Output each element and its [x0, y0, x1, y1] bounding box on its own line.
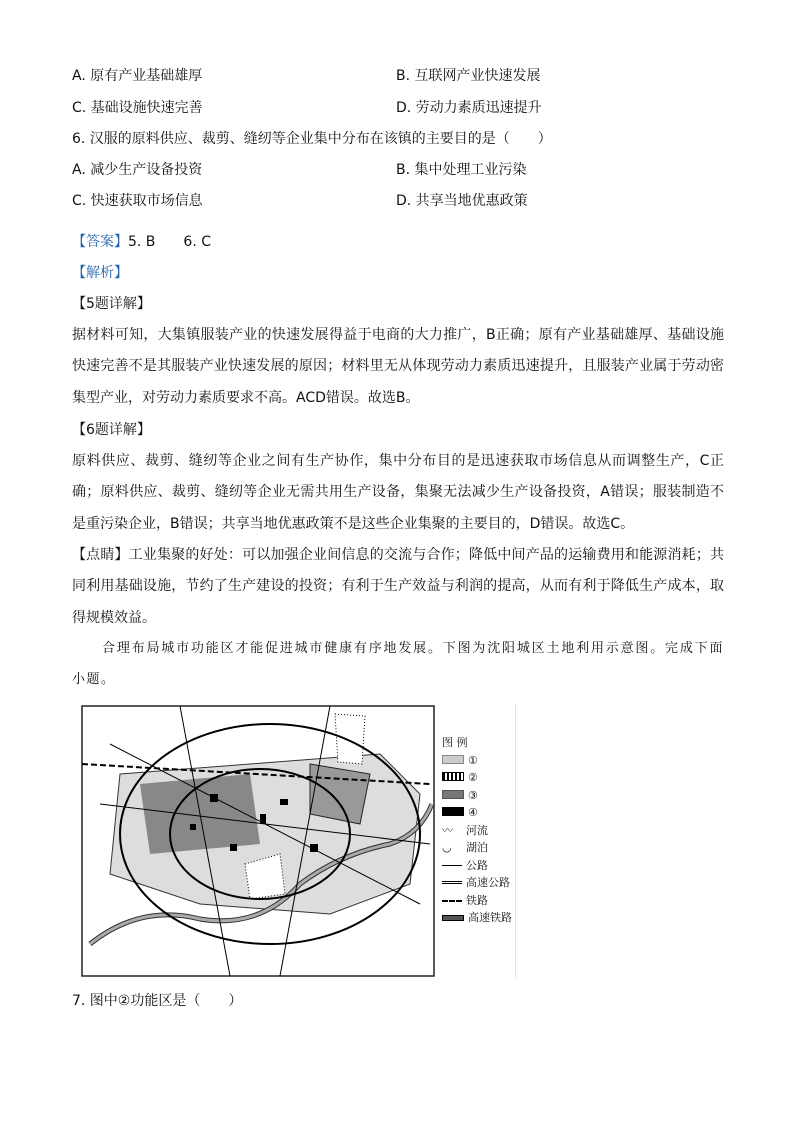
legend-river: 〰 河流 [442, 823, 488, 837]
analysis-label: 【解析】 [72, 265, 128, 281]
map-legend [442, 734, 512, 927]
zone-2-area-2 [335, 714, 365, 764]
answer-value: 5. B 6. C [128, 234, 211, 250]
intro-text: 合理布局城市功能区才能促进城市健康有序地发展。下图为沈阳城区土地利用示意图。完成下面小题。 [72, 641, 724, 688]
legend-item-1: ① [442, 752, 512, 770]
legend-title: 图 例 [442, 736, 468, 749]
legend-road: 公路 [442, 857, 512, 875]
legend-highspeed-rail: 高速铁路 [442, 909, 512, 927]
legend-item-4: ④ [442, 804, 512, 822]
q7-stem: 7. 图中②功能区是（ ） [72, 993, 243, 1009]
legend-railway: 铁路 [442, 892, 512, 910]
q5-option-d: D. 劳动力素质迅速提升 [396, 100, 542, 116]
legend-item-2: ② [442, 769, 512, 787]
q6-stem: 6. 汉服的原料供应、裁剪、缝纫等企业集中分布在该镇的主要目的是（ ） [72, 131, 552, 147]
legend-expressway: 高速公路 [442, 874, 512, 892]
zone-3-area-2 [310, 764, 370, 824]
q6-option-a: A. 减少生产设备投资 [72, 162, 203, 178]
detail-6-text: 原料供应、裁剪、缝纫等企业之间有生产协作，集中分布目的是迅速获取市场信息从而调整生产，C正确；原料供应、裁剪、缝纫等企业无需共用生产设备，集聚无法减少生产设备投资，A错误；服装制造不是重污染企业，B错误；共享当地优惠政策不是这些企业集聚的主要目的，D错误。故选C。 [72, 453, 724, 532]
legend-lake: ◡ 湖泊 [442, 841, 488, 854]
q5-option-a: A. 原有产业基础雄厚 [72, 68, 203, 84]
land-use-map [80, 704, 516, 978]
legend-item-3: ③ [442, 787, 512, 805]
tip-text: 工业集聚的好处：可以加强企业间信息的交流与合作；降低中间产品的运输费用和能源消耗；共同利用基础设施，节约了生产建设的投资；有利于生产效益与利润的提高，从而有利于降低生产成本，取得规模效益。 [72, 547, 725, 626]
tip [72, 540, 724, 634]
q6-option-d: D. 共享当地优惠政策 [396, 193, 528, 209]
detail-6-label: 【6题详解】 [72, 422, 151, 438]
q5-option-c: C. 基础设施快速完善 [72, 100, 203, 116]
detail-5-text: 据材料可知，大集镇服装产业的快速发展得益于电商的大力推广，B正确；原有产业基础雄厚、基础设施快速完善不是其服装产业快速发展的原因；材料里无从体现劳动力素质迅速提升，且服装产业属于劳动密集型产业，对劳动力素质要求不高。ACD错误。故选B。 [72, 327, 724, 406]
q5-option-b: B. 互联网产业快速发展 [396, 68, 541, 84]
answer-label: 【答案】 [72, 234, 128, 250]
q6-option-b: B. 集中处理工业污染 [396, 162, 527, 178]
q6-option-c: C. 快速获取市场信息 [72, 193, 203, 209]
answer [72, 233, 211, 251]
tip-label: 【点睛】 [72, 547, 129, 563]
detail-5-label: 【5题详解】 [72, 296, 151, 312]
